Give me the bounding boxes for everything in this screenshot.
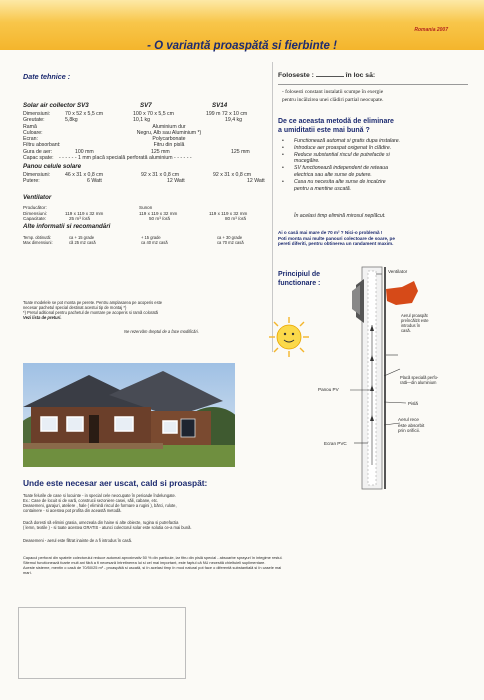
- text-line: pereti diferiti, pentru obtinerea un randament maxim.: [278, 241, 394, 247]
- cell: 12 Watt: [247, 178, 265, 185]
- row-label: Capacitate:: [23, 216, 47, 222]
- row-label: Filtru absorbant:: [23, 142, 61, 149]
- tech-notes: [23, 300, 162, 320]
- bottom-heading: Unde este necesar aer uscat, cald si proaspăt:: [23, 478, 208, 488]
- tech-column-titles: [23, 102, 227, 109]
- panou-heading: Panou celule solare: [23, 163, 82, 170]
- ecran-pvc-label: Ecran PVC: [324, 441, 347, 446]
- cell: 125 mm: [151, 148, 170, 155]
- aer-proaspat-label: [401, 313, 429, 333]
- alte-table: [23, 235, 244, 245]
- cell: 10,1 kg: [133, 117, 151, 124]
- vent-table: [23, 205, 247, 222]
- cell: 25 m³ /oră: [69, 216, 90, 222]
- cell: + 15 grade: [141, 235, 161, 240]
- metoda-heading: [278, 117, 394, 135]
- cell: 12 Watt: [167, 178, 185, 185]
- list-item: [282, 138, 400, 145]
- table-row: [23, 240, 244, 245]
- item-text: SV functionează independent de reteaua: [294, 165, 389, 172]
- corner-label: Romania 2007: [414, 27, 448, 33]
- row-label: Dimensiuni:: [23, 210, 47, 216]
- cell: 92 x 31 x 0,8 cm: [141, 172, 180, 178]
- label-line: este absorbit: [398, 422, 425, 428]
- item-text: electrica sau alte surse de putere.: [294, 171, 372, 178]
- alte-heading: Alte informatii si recomandări: [23, 223, 111, 230]
- cell: ca + 30 grade: [217, 235, 243, 240]
- bottom-paragraph-3: [23, 538, 132, 543]
- label-line: Aerul proaspăt: [401, 313, 428, 318]
- row-label: Ramă: [23, 123, 37, 130]
- in-loc-sa-label: în loc să:: [345, 72, 376, 79]
- aer-rece-label: [398, 417, 424, 434]
- text-line: Ex.: Case de locuit si de vară, construcii sezoniere casei, săli, cabane, etc.: [23, 498, 159, 503]
- row-label: Ecran:: [23, 136, 38, 143]
- cell-wide: - - - - - - 1 mm placă specială perforată aluminium - - - - - -: [59, 155, 192, 162]
- cell: 5,8kg: [65, 117, 78, 124]
- label-line: Aerul rece: [398, 417, 419, 422]
- panou-pv-label: Panou PV: [318, 387, 339, 392]
- text-line: Toate felurile de case si locuinte - in special cele neocupate în perioade îndelungate.: [23, 493, 176, 498]
- label-line: rată—din aluminium: [400, 380, 437, 385]
- text-line: containere - si acestea pot profita din această metodă.: [23, 508, 122, 513]
- cell: 46 x 31 x 0,8 cm: [65, 172, 104, 178]
- item-text: Reduce substantial riscul de putrefactie si: [294, 151, 390, 158]
- cell: ca 70 m2 casă: [217, 240, 244, 245]
- heading-line: De ce aceasta metodă de eliminare: [278, 118, 394, 125]
- list-item: [282, 152, 400, 166]
- page-title: - O variantă proaspătă si fierbinte !: [147, 40, 337, 52]
- item-text: pentru a mentine uscată.: [294, 185, 352, 192]
- list-item: [282, 145, 400, 152]
- table-row: [23, 178, 265, 184]
- note-line: necesar pachetul special destinat acestui tip de montaj *): [23, 305, 127, 310]
- price-list-note: Vezi lista de preturi.: [23, 315, 62, 320]
- col-title-sv14: SV14: [212, 102, 228, 109]
- text-line: Aceste sisteme, mentin o casă de 70/50/25 m² - proaspătă si uscată, si în acelasi timp în mod natural pot face o diferentă substantială si în casele mai: [23, 565, 282, 570]
- text-line: - folosesti constant instalatii scumpe în exergie: [282, 89, 384, 95]
- row-label: Dimensiuni:: [23, 172, 51, 178]
- cell: 125 mm: [231, 148, 250, 155]
- item-text: Casa nu necesita alte surse de incalzire: [294, 178, 386, 185]
- divider: [278, 84, 468, 85]
- cell-wide: Polycarbonate: [152, 136, 186, 143]
- tech-table: [23, 111, 273, 161]
- label-line: casă.: [401, 328, 411, 333]
- column-divider: [272, 62, 273, 352]
- text-line: Sitemul functionează foarte mult ani fără a fi necesară întretinerea lui si cel mai important, este faptul că NU necesită chieltuieli suplimentare.: [23, 560, 266, 565]
- ventilator-label: Ventilator: [388, 269, 408, 274]
- list-item: [282, 165, 400, 179]
- cell: Sunon: [139, 205, 153, 210]
- cell: 100 x 70 x 5,5 cm: [133, 111, 174, 117]
- row-label: Greutate:: [23, 117, 45, 124]
- benefits-list: [282, 138, 400, 192]
- cell: 50 m³ /oră: [149, 216, 170, 222]
- text-line: Deasemeni - aerul este filtrat inainte de a fi introdus în casă.: [23, 538, 132, 543]
- row-label: Culoare:: [23, 129, 43, 136]
- cell: 119 x 119 x 32 mm: [209, 210, 248, 216]
- table-row: [23, 155, 273, 161]
- row-label: Dimensiuni:: [23, 111, 51, 117]
- text-line: Capacul perforat din spatele colectorului reduce automat aproximativ 50 % din particule, iar fitru din pislă special - absoarbe sprayuri în integime restul.: [23, 555, 283, 560]
- problem-text: [278, 230, 395, 247]
- placa-label: [400, 375, 438, 385]
- cell: 80 m³ /oră: [225, 216, 246, 222]
- cell: 6 Watt: [87, 178, 102, 185]
- heading-line: Principiul de: [278, 271, 321, 278]
- text-line: Poti monta mai multe panouri colectoare de soare, pe: [278, 235, 395, 241]
- note-line: Toate modelele se pot monta pe perete. Pentru amplasarea pe acoperis este: [23, 300, 163, 305]
- table-row: [23, 216, 247, 222]
- label-line: Placă specială perfo-: [400, 375, 439, 380]
- label-line: prin orificii.: [398, 428, 420, 434]
- cell-wide: Negru, Alb sau Aluminium *): [136, 129, 202, 136]
- foloseste-label: Foloseste :: [278, 72, 314, 79]
- cell: ca 40 m2 casă: [141, 240, 168, 245]
- rights-note: Ne rezervăm dreptul de a face modificări.: [124, 329, 199, 334]
- cell: ca + 15 grade: [69, 235, 95, 240]
- vent-heading: Ventilator: [23, 194, 52, 201]
- heading-line: a umiditatii este mai bună ?: [278, 127, 370, 134]
- dealer-stamp-box: [18, 607, 186, 679]
- col-title-sv7: SV7: [140, 102, 152, 109]
- row-label: Producător:: [23, 205, 47, 210]
- heading-line: functionare :: [278, 280, 321, 287]
- bottom-paragraph-1: [23, 493, 177, 513]
- cell-wide: Fitru din pislă: [153, 142, 185, 149]
- bottom-paragraph-4: [23, 555, 283, 575]
- cell: 119 x 119 x 32 mm: [65, 210, 104, 216]
- cell: 19,4 kg: [225, 117, 243, 124]
- text-line: ( lemn, textile ) - si toate acestea GRATIS - atunci colectorul solar este solutia ce-a mai bună.: [23, 525, 192, 530]
- foloseste-text: [282, 88, 383, 104]
- note-line: *) Pretul aditional pentru pachetul de montare pe acoperis si ramă colorată: [23, 310, 158, 315]
- cell: 119 x 119 x 32 mm: [139, 210, 178, 216]
- tech-heading: Date tehnice :: [23, 72, 71, 81]
- row-label: Temp. obtinută:: [23, 235, 51, 240]
- cell-wide: Aluminium dur: [152, 123, 186, 130]
- row-label: Capac spate:: [23, 155, 54, 162]
- text-line: Ai o casă mai mare de 70 m² ? Nici-o problemă !: [278, 230, 383, 235]
- text-line: pentru incălzirea unei clădiri partial neocupate.: [282, 97, 384, 103]
- text-line: Dacă doresti să elimini grasia, umezeala din haine si alte obiecte, rugina si putrefactia: [23, 520, 179, 525]
- house-photo: [23, 363, 235, 467]
- text-line: mari.: [23, 570, 32, 575]
- cell: 199 m 72 x 10 cm: [206, 111, 248, 117]
- item-text: mucegăire.: [294, 158, 320, 165]
- pisla-label: Pislă: [408, 401, 418, 406]
- col-title-sv3: Solar air collector SV3: [23, 102, 89, 109]
- text-line: Deasemeni, garajuri, ateliere , hale ( elimină riscul de formare a rugini ), bărci, rulote,: [23, 503, 177, 508]
- bullet-extra: În acelasi timp elimină mirosul neplăcut.: [294, 213, 386, 219]
- label-line: preîncălzit este: [401, 318, 429, 323]
- panou-table: [23, 172, 265, 185]
- item-text: Introduce aer proaspat oxigenat în clădire.: [294, 144, 392, 151]
- cell: 100 mm: [75, 148, 94, 155]
- item-text: Functionează automat si gratis dupa instalare.: [294, 138, 401, 144]
- cell: 92 x 31 x 0,8 cm: [213, 172, 252, 178]
- blank-field: [316, 72, 344, 77]
- bottom-paragraph-2: [23, 520, 192, 530]
- cell: că 25 m2 casă: [69, 240, 96, 245]
- row-label: Max dimensiuni:: [23, 240, 53, 245]
- working-principle-diagram: [290, 265, 470, 490]
- foloseste-heading: [278, 72, 375, 79]
- row-label: Putere:: [23, 178, 40, 185]
- list-item: [282, 179, 400, 193]
- row-label: Gura de aer:: [23, 148, 53, 155]
- label-line: introdus în: [401, 323, 421, 328]
- cell: 70 x 52 x 5,5 cm: [65, 111, 104, 117]
